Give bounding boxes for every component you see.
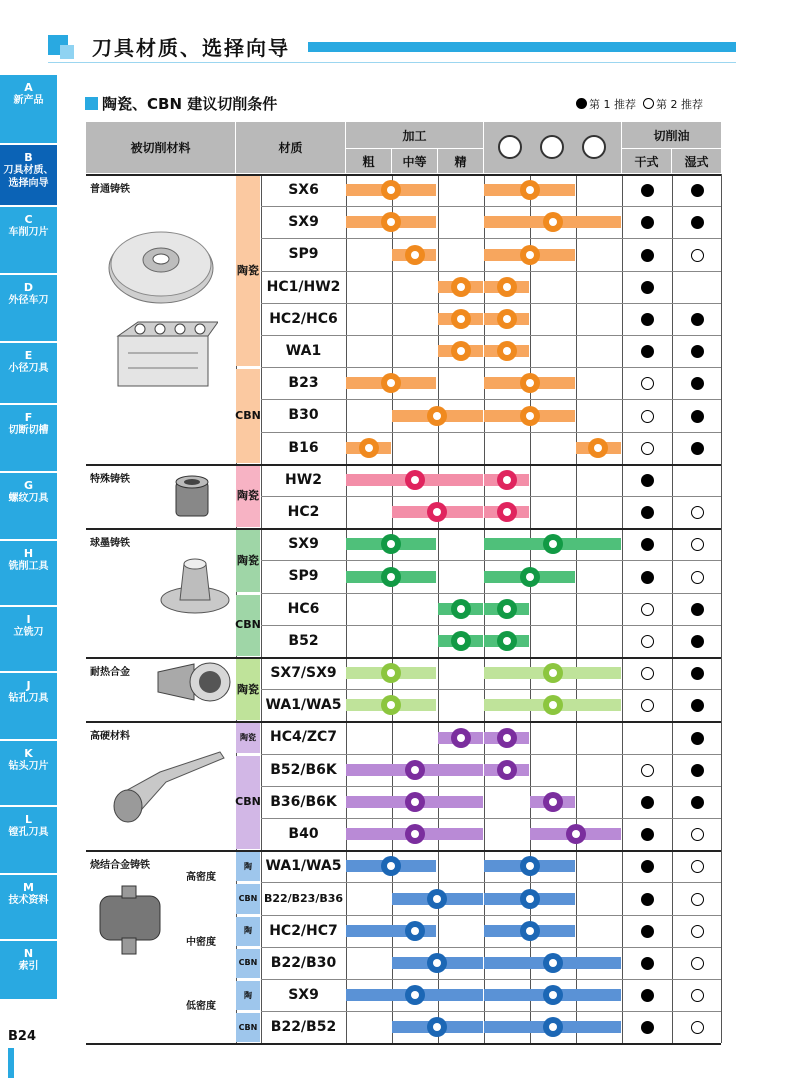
material-band: CBN — [236, 884, 260, 913]
side-tab-letter: B — [24, 151, 33, 164]
differential-case-image — [158, 550, 233, 620]
wet-recommend-icon — [691, 828, 704, 841]
side-tab-letter: M — [23, 881, 34, 894]
wet-recommend-icon — [691, 732, 704, 745]
wet-recommend-icon — [691, 249, 704, 262]
grade-label: WA1/WA5 — [265, 697, 342, 714]
grade-label: HC1/HW2 — [266, 278, 341, 295]
side-tab-letter: E — [24, 349, 33, 362]
grid-hline — [86, 528, 721, 530]
header-machining: 加工 — [346, 122, 483, 148]
continuous-cut-icon — [498, 135, 522, 159]
brake-disc-image — [106, 220, 216, 310]
interruption-optimal-marker — [520, 245, 540, 265]
side-tab-letter: J — [26, 679, 31, 692]
material-band: CBN — [236, 595, 260, 656]
dry-recommend-icon — [641, 410, 654, 423]
grid-vline — [346, 174, 347, 1043]
dry-recommend-icon — [641, 249, 654, 262]
side-tab-text: 立铣刀 — [13, 627, 44, 638]
grade-label: HC4/ZC7 — [269, 729, 337, 746]
machining-optimal-marker — [427, 1017, 447, 1037]
wet-recommend-icon — [691, 538, 704, 551]
interruption-optimal-marker — [543, 953, 563, 973]
interruption-optimal-marker — [497, 309, 517, 329]
material-group-label: 耐热合金 — [90, 667, 130, 678]
interruption-optimal-marker — [588, 438, 608, 458]
header-material: 被切削材料 — [86, 122, 235, 173]
interruption-optimal-marker — [543, 695, 563, 715]
header-bar — [308, 42, 736, 52]
dry-recommend-icon — [641, 184, 654, 197]
bushing-image — [94, 882, 169, 962]
wet-recommend-icon — [691, 667, 704, 680]
header-rough: 粗 — [346, 149, 391, 173]
wet-recommend-icon — [691, 603, 704, 616]
wet-recommend-icon — [691, 506, 704, 519]
material-group-label: 烧结合金铸铁 — [90, 860, 150, 872]
section-square-icon — [85, 97, 98, 110]
dry-recommend-icon — [641, 216, 654, 229]
machining-optimal-marker — [451, 599, 471, 619]
interruption-optimal-marker — [520, 373, 540, 393]
grade-label: SP9 — [288, 246, 319, 263]
grid-vline — [530, 174, 531, 1043]
light-interrupt-icon — [540, 135, 564, 159]
machining-optimal-marker — [427, 953, 447, 973]
machining-optimal-marker — [381, 856, 401, 876]
machining-optimal-marker — [427, 502, 447, 522]
interruption-optimal-marker — [543, 212, 563, 232]
machining-optimal-marker — [381, 663, 401, 683]
wet-recommend-icon — [691, 764, 704, 777]
side-tab-letter: L — [24, 813, 32, 826]
wet-recommend-icon — [691, 1021, 704, 1034]
material-band: 陶 — [236, 852, 260, 881]
machining-optimal-marker — [381, 180, 401, 200]
interruption-optimal-marker — [543, 534, 563, 554]
side-tab-text: 小径刀具 — [8, 363, 49, 374]
interruption-optimal-marker — [520, 889, 540, 909]
dry-recommend-icon — [641, 925, 654, 938]
side-tab-text: 技术资料 — [8, 895, 49, 906]
interruption-optimal-marker — [543, 985, 563, 1005]
side-tab-letter: G — [23, 479, 34, 492]
side-tab-d[interactable] — [0, 275, 57, 343]
side-tab-strip — [0, 75, 57, 1005]
side-tab-b[interactable] — [0, 145, 57, 207]
header-interruption — [484, 122, 621, 173]
machining-optimal-marker — [451, 728, 471, 748]
dry-recommend-icon — [641, 699, 654, 712]
page-number: B24 — [8, 1029, 36, 1044]
header-divider — [48, 62, 736, 63]
machining-optimal-marker — [451, 277, 471, 297]
side-tab-letter: A — [24, 81, 33, 94]
page-number-bar — [8, 1048, 14, 1078]
interruption-optimal-marker — [520, 856, 540, 876]
grade-label: B36/B6K — [270, 793, 337, 810]
grade-label: SX9 — [288, 987, 319, 1004]
interruption-optimal-marker — [520, 406, 540, 426]
wet-recommend-icon — [691, 345, 704, 358]
machining-optimal-marker — [427, 889, 447, 909]
dry-recommend-icon — [641, 989, 654, 1002]
first-recommend-icon — [576, 98, 587, 109]
grid-hline — [86, 850, 721, 852]
machining-optimal-marker — [405, 985, 425, 1005]
side-tab-letter: F — [24, 411, 33, 424]
grade-label: HC2 — [287, 504, 320, 521]
wet-recommend-icon — [691, 796, 704, 809]
grid-hline — [86, 721, 721, 723]
machining-optimal-marker — [381, 212, 401, 232]
dry-recommend-icon — [641, 538, 654, 551]
wet-recommend-icon — [691, 989, 704, 1002]
turbine-housing-image — [154, 658, 234, 706]
header-medium: 中等 — [392, 149, 437, 173]
material-band: CBN — [236, 949, 260, 978]
side-tab-text: 钻孔刀具 — [8, 693, 49, 704]
material-group-label: 高硬材料 — [90, 731, 130, 743]
material-band: CBN — [236, 369, 260, 463]
material-band: 陶瓷 — [236, 530, 260, 591]
dry-recommend-icon — [641, 893, 654, 906]
interruption-optimal-marker — [497, 760, 517, 780]
interruption-optimal-marker — [497, 277, 517, 297]
wet-recommend-icon — [691, 377, 704, 390]
grid-vline — [576, 174, 577, 1043]
material-group-label: 特殊铸铁 — [90, 473, 130, 485]
grade-label: B22/B23/B36 — [263, 891, 344, 905]
side-tab-c[interactable] — [0, 207, 57, 275]
grid-vline — [672, 174, 673, 1043]
section-title: 陶瓷、CBN 建议切削条件 — [102, 95, 278, 113]
machining-optimal-marker — [451, 631, 471, 651]
material-group-label: 球墨铸铁 — [90, 538, 130, 550]
heavy-interrupt-icon — [582, 135, 606, 159]
wet-recommend-icon — [691, 442, 704, 455]
grid-hline — [86, 1043, 721, 1045]
interruption-optimal-marker — [520, 921, 540, 941]
side-tab-text: 新产品 — [13, 95, 44, 106]
engine-block-image — [108, 318, 218, 398]
side-tab-letter: H — [23, 547, 34, 560]
sub-material-label: 低密度 — [186, 1001, 216, 1012]
machining-optimal-marker — [405, 470, 425, 490]
interruption-optimal-marker — [497, 341, 517, 361]
grade-label: SX9 — [288, 536, 319, 553]
grid-vline — [721, 174, 722, 1043]
side-tab-text: 外径车刀 — [8, 295, 49, 306]
side-tab-letter: N — [23, 947, 34, 960]
side-tab-a[interactable] — [0, 75, 57, 145]
shaft-image — [100, 734, 230, 824]
machining-optimal-marker — [405, 245, 425, 265]
header-fine: 精 — [438, 149, 483, 173]
dry-recommend-icon — [641, 635, 654, 648]
dry-recommend-icon — [641, 571, 654, 584]
grade-label: HW2 — [285, 471, 322, 488]
interruption-optimal-marker — [566, 824, 586, 844]
interruption-optimal-marker — [497, 631, 517, 651]
dry-recommend-icon — [641, 474, 654, 487]
dry-recommend-icon — [641, 442, 654, 455]
dry-recommend-icon — [641, 860, 654, 873]
grade-label: SX7/SX9 — [270, 665, 337, 682]
side-tab-letter: C — [24, 213, 33, 226]
grid-vline — [392, 174, 393, 1043]
side-tab-letter: D — [23, 281, 34, 294]
dry-recommend-icon — [641, 603, 654, 616]
dry-recommend-icon — [641, 345, 654, 358]
material-band: 陶瓷 — [236, 723, 260, 752]
grid-hline — [86, 174, 721, 176]
grade-label: HC2/HC7 — [269, 922, 338, 939]
machining-optimal-marker — [427, 406, 447, 426]
material-band: 陶瓷 — [236, 466, 260, 527]
dry-recommend-icon — [641, 506, 654, 519]
interruption-optimal-marker — [543, 792, 563, 812]
grade-label: SX9 — [288, 214, 319, 231]
interruption-optimal-marker — [520, 567, 540, 587]
grade-label: SX6 — [288, 182, 319, 199]
wet-recommend-icon — [691, 893, 704, 906]
grade-label: B52/B6K — [270, 761, 337, 778]
side-tab-l[interactable] — [0, 807, 57, 875]
legend — [576, 96, 703, 112]
dry-recommend-icon — [641, 377, 654, 390]
machining-optimal-marker — [381, 695, 401, 715]
side-tab-text: 铣削工具 — [8, 561, 49, 572]
header-square-accent-icon — [60, 45, 74, 59]
interruption-optimal-marker — [543, 1017, 563, 1037]
side-tab-h[interactable] — [0, 541, 57, 607]
cutting-conditions-table — [86, 122, 721, 1040]
grid-hline — [86, 464, 721, 466]
dry-recommend-icon — [641, 1021, 654, 1034]
side-tab-text: 螺纹刀具 — [8, 493, 49, 504]
sub-material-label: 高密度 — [186, 872, 216, 884]
wet-recommend-icon — [691, 184, 704, 197]
wet-recommend-icon — [691, 571, 704, 584]
legend-second: 第 2 推荐 — [656, 98, 703, 111]
side-tab-j[interactable] — [0, 673, 57, 741]
grade-label: HC6 — [287, 600, 320, 617]
grade-label: B22/B30 — [270, 954, 337, 971]
interruption-optimal-marker — [497, 728, 517, 748]
material-group-label: 普通铸铁 — [90, 184, 130, 195]
side-tab-letter: K — [24, 747, 33, 760]
wet-recommend-icon — [691, 699, 704, 712]
dry-recommend-icon — [641, 281, 654, 294]
grade-label: HC2/HC6 — [269, 310, 338, 327]
material-band: CBN — [236, 1013, 260, 1042]
header-wet: 湿式 — [672, 149, 721, 173]
material-band: 陶 — [236, 981, 260, 1010]
side-tab-text: 索引 — [18, 961, 39, 972]
legend-first: 第 1 推荐 — [589, 98, 636, 111]
wet-recommend-icon — [691, 860, 704, 873]
sleeve-image — [168, 472, 218, 522]
grade-label: B30 — [288, 407, 319, 424]
page-title: 刀具材质、选择向导 — [92, 36, 290, 60]
dry-recommend-icon — [641, 764, 654, 777]
grade-label: WA1 — [285, 343, 322, 360]
header-cutting-fluid: 切削油 — [622, 122, 721, 148]
machining-optimal-marker — [405, 792, 425, 812]
side-tab-text: 切断切槽 — [8, 425, 49, 436]
machining-optimal-marker — [359, 438, 379, 458]
side-tab-letter: I — [26, 613, 31, 626]
side-tab-e[interactable] — [0, 343, 57, 405]
grade-label: B23 — [288, 375, 319, 392]
side-tab-i[interactable] — [0, 607, 57, 673]
material-band: 陶 — [236, 917, 260, 946]
grade-label: B22/B52 — [270, 1019, 337, 1036]
wet-recommend-icon — [691, 216, 704, 229]
side-tab-text: 刀具材质、选择向导 — [3, 165, 54, 189]
wet-recommend-icon — [691, 635, 704, 648]
sub-material-label: 中密度 — [186, 936, 216, 948]
material-band: 陶瓷 — [236, 659, 260, 720]
material-band: CBN — [236, 756, 260, 850]
wet-recommend-icon — [691, 313, 704, 326]
grade-label: B16 — [288, 439, 319, 456]
machining-optimal-marker — [405, 824, 425, 844]
header-dry: 干式 — [622, 149, 671, 173]
grade-label: B52 — [288, 632, 319, 649]
side-tab-g[interactable] — [0, 473, 57, 541]
grade-label: B40 — [288, 826, 319, 843]
dry-recommend-icon — [641, 828, 654, 841]
second-recommend-icon — [643, 98, 654, 109]
wet-recommend-icon — [691, 925, 704, 938]
dry-recommend-icon — [641, 796, 654, 809]
header-grade: 材质 — [236, 122, 345, 173]
machining-optimal-marker — [451, 341, 471, 361]
dry-recommend-icon — [641, 957, 654, 970]
wet-recommend-icon — [691, 957, 704, 970]
dry-recommend-icon — [641, 313, 654, 326]
side-tab-k[interactable] — [0, 741, 57, 807]
machining-optimal-marker — [381, 567, 401, 587]
machining-optimal-marker — [405, 921, 425, 941]
side-tab-f[interactable] — [0, 405, 57, 473]
interruption-optimal-marker — [543, 663, 563, 683]
side-tab-n[interactable] — [0, 941, 57, 1001]
interruption-optimal-marker — [497, 599, 517, 619]
machining-optimal-marker — [451, 309, 471, 329]
side-tab-m[interactable] — [0, 875, 57, 941]
side-tab-text: 镗孔刀具 — [8, 827, 49, 838]
wet-recommend-icon — [691, 410, 704, 423]
machining-optimal-marker — [381, 373, 401, 393]
grade-label: SP9 — [288, 568, 319, 585]
machining-optimal-marker — [381, 534, 401, 554]
dry-recommend-icon — [641, 667, 654, 680]
machining-optimal-marker — [405, 760, 425, 780]
grade-label: WA1/WA5 — [265, 858, 342, 875]
grid-vline — [622, 174, 623, 1043]
interruption-optimal-marker — [497, 470, 517, 490]
side-tab-text: 车削刀片 — [8, 227, 49, 238]
side-tab-text: 钻头刀片 — [8, 761, 49, 772]
interruption-optimal-marker — [520, 180, 540, 200]
material-band: 陶瓷 — [236, 176, 260, 366]
interruption-optimal-marker — [497, 502, 517, 522]
